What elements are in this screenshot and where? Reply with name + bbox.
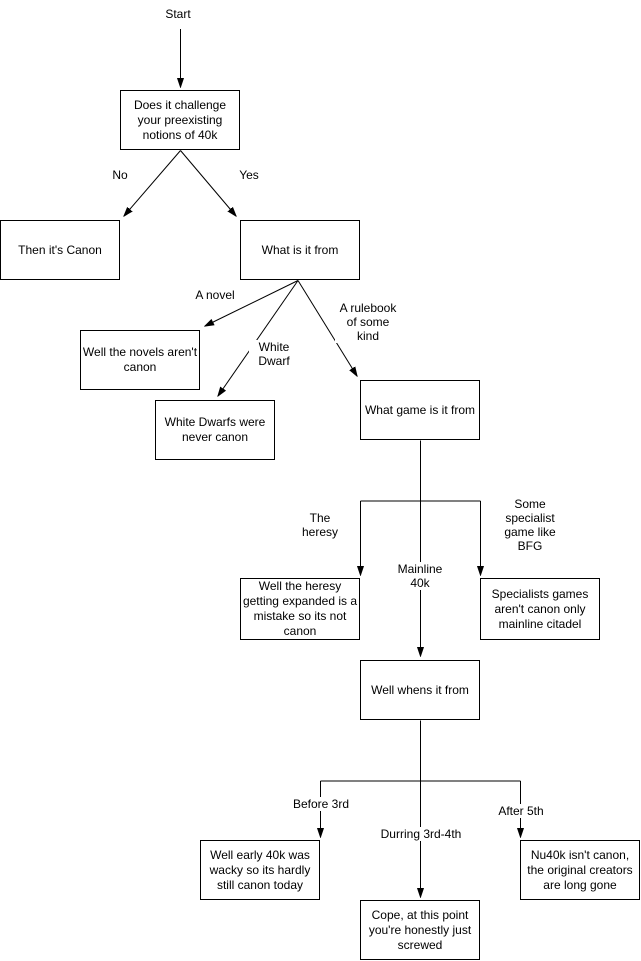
edge-label-yes: Yes	[233, 168, 265, 182]
node-what-is-it-from: What is it from	[240, 220, 360, 280]
node-white-dwarfs-never-canon: White Dwarfs were never canon	[155, 400, 275, 460]
node-does-it-challenge: Does it challenge your preexisting notions of 40k	[120, 90, 240, 150]
edge-label-rulebook: A rulebook of some kind	[335, 301, 401, 343]
edge-yes-to-what-from	[181, 151, 237, 217]
edge-label-no: No	[105, 168, 135, 182]
node-cope-screwed: Cope, at this point you're honestly just screwed	[360, 900, 480, 960]
node-then-its-canon: Then it's Canon	[0, 220, 120, 280]
edge-label-before-3rd: Before 3rd	[292, 797, 350, 811]
node-novels-not-canon: Well the novels aren't canon	[80, 330, 200, 390]
edge-label-a-novel: A novel	[190, 288, 240, 302]
edge-label-white-dwarf: White Dwarf	[249, 340, 299, 368]
edge-label-the-heresy: The heresy	[296, 511, 344, 539]
edge-label-mainline-40k: Mainline 40k	[394, 562, 446, 590]
start-label: Start	[153, 7, 203, 21]
edge-no-to-then-canon	[124, 151, 181, 217]
node-nu40k-not-canon: Nu40k isn't canon, the original creators are long gone	[520, 840, 640, 900]
node-heresy-not-canon: Well the heresy getting expanded is a mistake so its not canon	[240, 578, 360, 640]
node-early-40k-wacky: Well early 40k was wacky so its hardly still canon today	[200, 840, 320, 900]
edge-label-after-5th: After 5th	[493, 804, 549, 818]
edge-label-specialist-game: Some specialist game like BFG	[499, 497, 561, 553]
node-well-whens-it-from: Well whens it from	[360, 660, 480, 720]
edge-label-during-3rd-4th: Durring 3rd-4th	[374, 827, 468, 841]
node-what-game-is-it-from: What game is it from	[360, 380, 480, 440]
node-specialists-not-canon: Specialists games aren't canon only mainline citadel	[480, 578, 600, 640]
